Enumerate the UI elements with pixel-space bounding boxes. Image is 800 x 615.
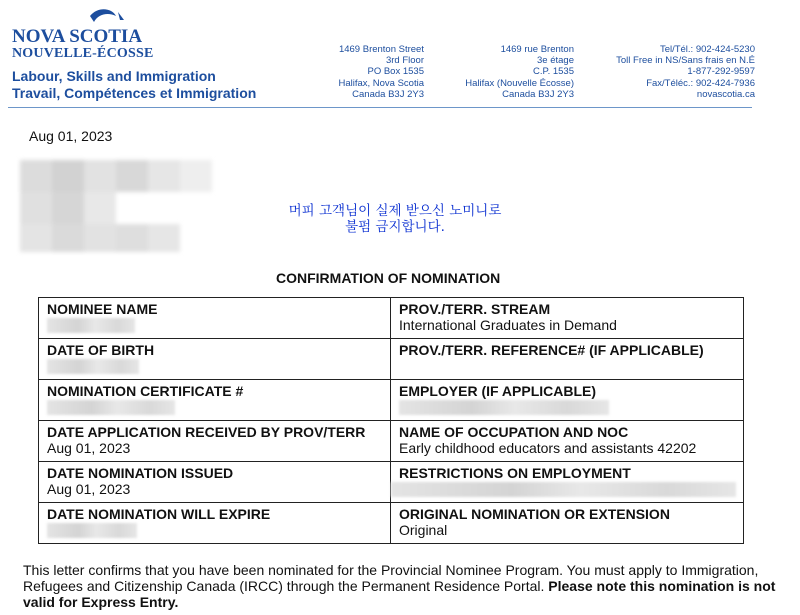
- contact-line: 1-877-292-9597: [687, 66, 755, 78]
- paragraph-text: This letter confirms that you have been nominated for the Provincial Nominee Program. You must apply to Immigration, Refugees and Citizenship Canada (IRCC) through the Permanent Residence Portal.: [23, 562, 759, 594]
- redacted-value: [399, 400, 609, 415]
- stream-cell: [391, 298, 744, 339]
- address-line: PO Box 1535: [367, 66, 424, 78]
- restrictions-cell: [391, 462, 744, 503]
- redacted-value: [47, 359, 139, 374]
- confirmation-paragraph: [23, 562, 783, 610]
- field-label: RESTRICTIONS ON EMPLOYMENT: [399, 465, 631, 481]
- field-label: DATE NOMINATION WILL EXPIRE: [47, 506, 271, 522]
- nominee-name-cell: [39, 298, 391, 339]
- occupation-cell: [391, 421, 744, 462]
- address-english: [338, 44, 424, 100]
- field-value: Early childhood educators and assistants 42202: [399, 440, 697, 456]
- field-value: Aug 01, 2023: [47, 481, 131, 497]
- address-line: Canada B3J 2Y3: [352, 88, 424, 100]
- redacted-value: [391, 482, 736, 497]
- reference-cell: [391, 339, 744, 380]
- watermark-line: 불펌 금지합니다.: [345, 219, 445, 235]
- address-line: Canada B3J 2Y3: [502, 88, 574, 100]
- field-label: EMPLOYER (IF APPLICABLE): [399, 383, 597, 399]
- watermark-line: 머피 고객님이 실제 받으신 노미니로: [288, 203, 502, 219]
- date-expire-cell: [39, 503, 391, 544]
- date-received-cell: [39, 421, 391, 462]
- field-label: PROV./TERR. STREAM: [399, 301, 551, 317]
- address-french: [465, 44, 574, 100]
- address-line: Halifax (Nouvelle Écosse): [465, 77, 574, 89]
- letter-date: Aug 01, 2023: [29, 128, 113, 144]
- contact-line: Toll Free in NS/Sans frais en N.É: [616, 55, 755, 67]
- field-label: PROV./TERR. REFERENCE# (IF APPLICABLE): [399, 342, 704, 358]
- table-row: [39, 503, 744, 544]
- address-line: 3e étage: [537, 55, 574, 67]
- redacted-value: [47, 318, 135, 333]
- table-row: [39, 339, 744, 380]
- document-title: CONFIRMATION OF NOMINATION: [276, 270, 501, 286]
- address-line: Halifax, Nova Scotia: [338, 77, 424, 89]
- department-name-fr: Travail, Compétences et Immigration: [12, 85, 257, 101]
- nova-scotia-logo: [12, 6, 262, 46]
- field-label: NAME OF OCCUPATION AND NOC: [399, 424, 629, 440]
- paragraph-bold-notice: Please note this nomination is not valid for Express Entry.: [23, 578, 776, 610]
- field-label: DATE NOMINATION ISSUED: [47, 465, 234, 481]
- table-row: [39, 380, 744, 421]
- logo-text-en: NOVA SCOTIA: [12, 26, 143, 46]
- field-label: DATE APPLICATION RECEIVED BY PROV/TERR: [47, 424, 366, 440]
- redacted-value: [47, 400, 175, 415]
- original-extension-cell: [391, 503, 744, 544]
- table-row: [39, 462, 744, 503]
- department-name-en: Labour, Skills and Immigration: [12, 68, 216, 84]
- contact-line: Tel/Tél.: 902-424-5230: [659, 44, 755, 55]
- table-row: [39, 421, 744, 462]
- employer-cell: [391, 380, 744, 421]
- redacted-recipient-address: [20, 160, 215, 252]
- letterhead-brand: [12, 6, 262, 101]
- date-issued-cell: [39, 462, 391, 503]
- contact-line: Fax/Téléc.: 902-424-7936: [646, 77, 755, 89]
- field-label: ORIGINAL NOMINATION OR EXTENSION: [399, 506, 670, 522]
- address-line: 1469 rue Brenton: [500, 44, 574, 55]
- field-label: DATE OF BIRTH: [47, 342, 155, 358]
- nomination-table: [38, 297, 744, 544]
- redacted-value: [47, 523, 137, 538]
- watermark-notice: [240, 203, 550, 235]
- logo-text-fr: NOUVELLE-ÉCOSSE: [12, 46, 154, 61]
- contact-line: novascotia.ca: [696, 88, 755, 100]
- dob-cell: [39, 339, 391, 380]
- field-label: NOMINATION CERTIFICATE #: [47, 383, 244, 399]
- field-label: NOMINEE NAME: [47, 301, 158, 317]
- table-row: [39, 298, 744, 339]
- field-value: Original: [399, 522, 448, 538]
- address-line: C.P. 1535: [532, 66, 574, 78]
- address-line: 3rd Floor: [385, 55, 424, 67]
- certificate-cell: [39, 380, 391, 421]
- field-value: Aug 01, 2023: [47, 440, 131, 456]
- field-value: International Graduates in Demand: [399, 317, 617, 333]
- address-line: 1469 Brenton Street: [338, 44, 424, 55]
- contact-info: [616, 44, 755, 100]
- letterhead-divider: [8, 107, 752, 108]
